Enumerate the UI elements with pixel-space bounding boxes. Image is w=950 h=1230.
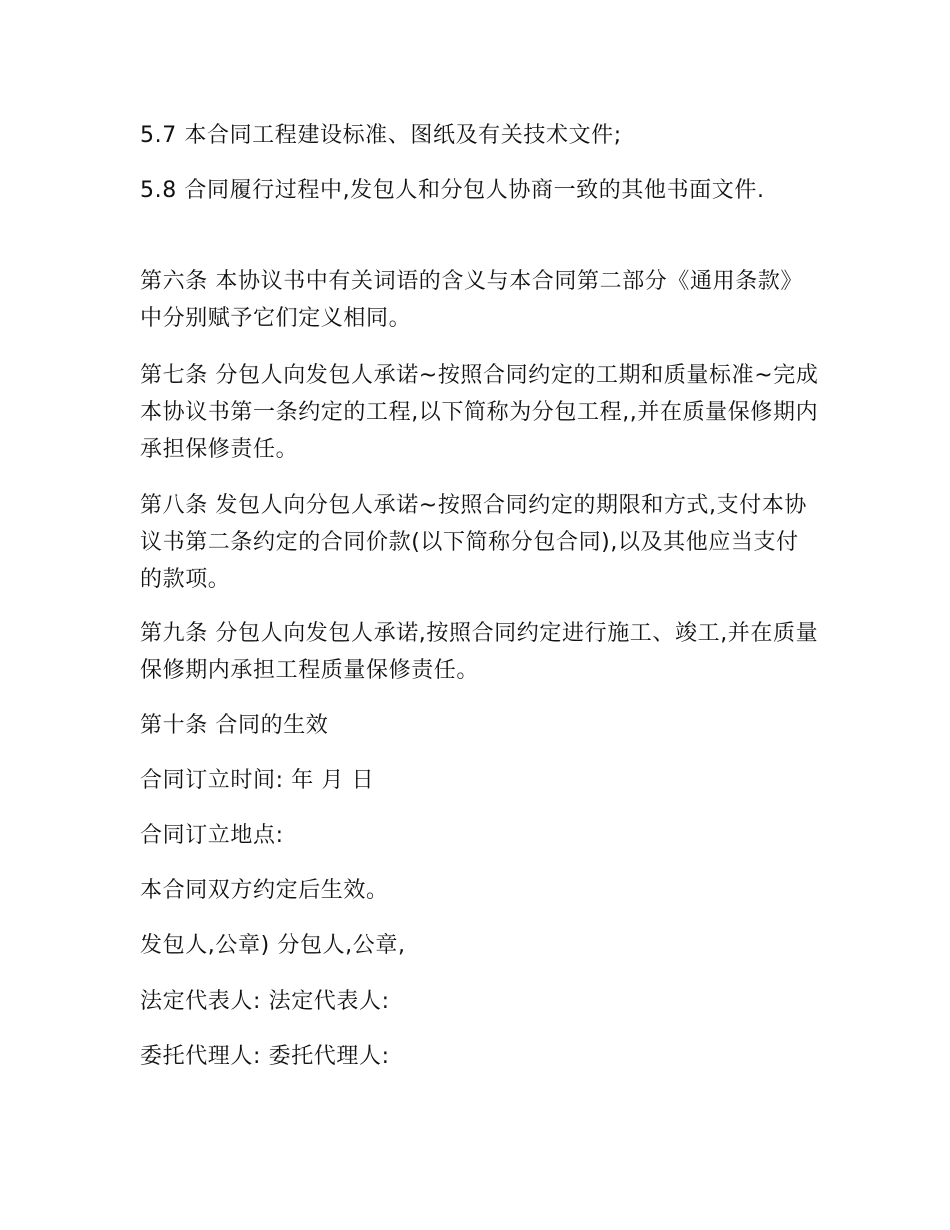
article-9: 第九条 分包人向发包人承诺,按照合同约定进行施工、竣工,并在质量保修期内承担工程质量保修责任。 (140, 621, 819, 683)
article-7: 第七条 分包人向发包人承诺~按照合同约定的工期和质量标准~完成本协议书第一条约定的工程,以下简称为分包工程,,并在质量保修期内承担保修责任。 (140, 363, 819, 462)
legal-representatives: 法定代表人: 法定代表人: (140, 989, 390, 1014)
effective-clause: 本合同双方约定后生效。 (140, 878, 389, 903)
party-seals: 发包人,公章) 分包人,公章, (140, 933, 406, 958)
signing-place: 合同订立地点: (140, 823, 284, 848)
article-6: 第六条 本协议书中有关词语的含义与本合同第二部分《通用条款》中分别赋予它们定义相同。 (140, 269, 803, 331)
clause-5-7: 5.7 本合同工程建设标准、图纸及有关技术文件; (140, 123, 622, 148)
signing-date: 合同订立时间: 年 月 日 (140, 768, 375, 793)
clause-5-8: 5.8 合同履行过程中,发包人和分包人协商一致的其他书面文件. (140, 178, 765, 203)
article-10-heading: 第十条 合同的生效 (140, 713, 329, 738)
authorized-agents: 委托代理人: 委托代理人: (140, 1044, 390, 1069)
article-8: 第八条 发包人向分包人承诺~按照合同约定的期限和方式,支付本协议书第二条约定的合同价款(以下简称分包合同),以及其他应当支付的款项。 (140, 493, 808, 592)
